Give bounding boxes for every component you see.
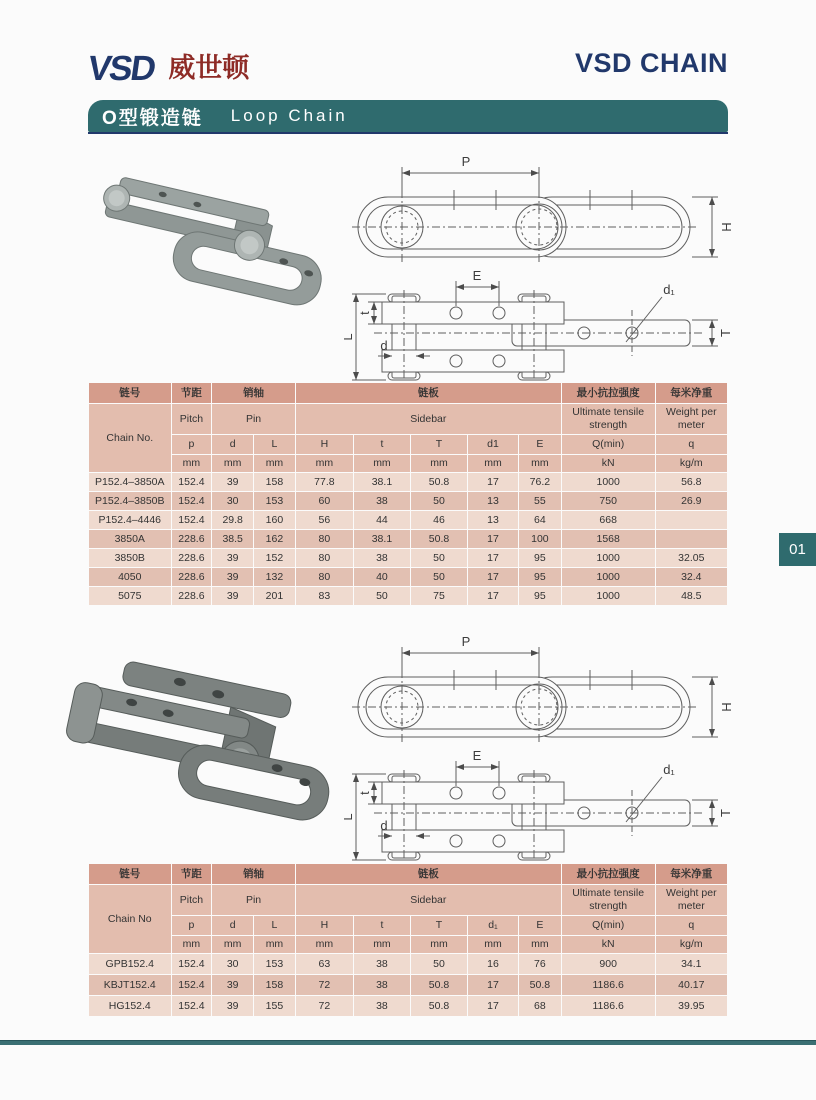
th-unit: mm (212, 936, 253, 953)
th-symbol: L (254, 916, 295, 935)
th-symbol: T (411, 435, 467, 454)
th-unit: mm (172, 936, 212, 953)
cell: 50.8 (519, 975, 561, 995)
technical-drawing-2 (344, 630, 740, 861)
cell: 17 (468, 549, 518, 567)
cell-chain-no: KBJT152.4 (89, 975, 171, 995)
th-pitch-cn: 节距 (172, 383, 212, 403)
th-unit: mm (296, 455, 353, 472)
cell: 39 (212, 996, 253, 1016)
technical-drawing-1 (344, 150, 740, 381)
th-unit: mm (519, 936, 561, 953)
th-symbol: d (212, 435, 253, 454)
th-symbol: d (212, 916, 253, 935)
cell: 56.8 (656, 473, 727, 491)
th-unit: kg/m (656, 936, 727, 953)
spec-table-2-wrap (88, 863, 728, 1017)
th-unit: mm (354, 455, 410, 472)
header-row-symbols (89, 916, 727, 935)
cell: 152 (254, 549, 295, 567)
th-symbol: H (296, 435, 353, 454)
cell: 68 (519, 996, 561, 1016)
cell: 76 (519, 954, 561, 974)
th-chain-en: Chain No (89, 885, 171, 953)
th-symbol: t (354, 435, 410, 454)
cell: 50 (411, 492, 467, 510)
brand-title: VSD CHAIN (574, 48, 728, 78)
cell: 95 (519, 549, 561, 567)
header-row-symbols (89, 435, 727, 454)
cell: 132 (254, 568, 295, 586)
table-body (89, 954, 727, 1016)
cell: 55 (519, 492, 561, 510)
cell: 80 (296, 530, 353, 548)
spec-table-2 (88, 863, 728, 1017)
cell: 228.6 (172, 549, 212, 567)
table-row (89, 530, 727, 548)
th-unit: kN (562, 455, 655, 472)
th-unit: mm (254, 455, 295, 472)
cell: 39 (212, 587, 253, 605)
cell: 60 (296, 492, 353, 510)
cell: 64 (519, 511, 561, 529)
cell: 1000 (562, 549, 655, 567)
th-unit: mm (254, 936, 295, 953)
th-unit: mm (172, 455, 212, 472)
th-symbol: L (254, 435, 295, 454)
th-pin-cn: 销轴 (212, 864, 295, 884)
th-pitch-en: Pitch (172, 885, 212, 915)
cell: 155 (254, 996, 295, 1016)
th-chain-cn: 链号 (89, 383, 171, 403)
header-row-cn (89, 383, 727, 403)
cell: 30 (212, 492, 253, 510)
cell-chain-no: 3850B (89, 549, 171, 567)
header-row-units (89, 936, 727, 953)
cell: 40.17 (656, 975, 727, 995)
th-pin-en: Pin (212, 885, 295, 915)
cell: 13 (468, 492, 518, 510)
th-sidebar-en: Sidebar (296, 885, 561, 915)
section-title-bar (88, 100, 728, 132)
th-weight-cn: 每米净重 (656, 383, 727, 403)
th-unit: mm (519, 455, 561, 472)
th-symbol: T (411, 916, 467, 935)
cell: 17 (468, 568, 518, 586)
cell: 30 (212, 954, 253, 974)
cell: 1568 (562, 530, 655, 548)
cell: 158 (254, 473, 295, 491)
th-symbol: q (656, 916, 727, 935)
cell: 34.1 (656, 954, 727, 974)
cell: 1000 (562, 568, 655, 586)
cell: 40 (354, 568, 410, 586)
cell: 17 (468, 473, 518, 491)
th-symbol: d1 (468, 435, 518, 454)
cell: 46 (411, 511, 467, 529)
cell: 32.4 (656, 568, 727, 586)
th-pitch-cn: 节距 (172, 864, 212, 884)
cell: 50.8 (411, 530, 467, 548)
th-unit: mm (411, 936, 467, 953)
cell-chain-no: 4050 (89, 568, 171, 586)
cell: 39.95 (656, 996, 727, 1016)
cell: 39 (212, 473, 253, 491)
th-tensile-en: Ultimate tensile strength (562, 404, 655, 434)
table-row (89, 568, 727, 586)
table-body (89, 473, 727, 605)
page-number-tab (779, 533, 816, 566)
page-number: 01 (789, 541, 806, 558)
th-symbol: p (172, 916, 212, 935)
cell: 80 (296, 568, 353, 586)
th-pin-en: Pin (212, 404, 295, 434)
cell: 76.2 (519, 473, 561, 491)
cell: 100 (519, 530, 561, 548)
th-chain-en: Chain No. (89, 404, 171, 472)
cell: 17 (468, 975, 518, 995)
cell: 39 (212, 549, 253, 567)
th-weight-cn: 每米净重 (656, 864, 727, 884)
th-unit: mm (411, 455, 467, 472)
cell: 38.1 (354, 473, 410, 491)
th-weight-en: Weight per meter (656, 404, 727, 434)
cell: 153 (254, 492, 295, 510)
table-row (89, 954, 727, 974)
cell: 38.5 (212, 530, 253, 548)
cell: 160 (254, 511, 295, 529)
cell: 72 (296, 996, 353, 1016)
th-unit: mm (212, 455, 253, 472)
section-title-en: Loop Chain (230, 106, 348, 125)
spec-table-1 (88, 382, 728, 606)
th-pitch-en: Pitch (172, 404, 212, 434)
cell: 38.1 (354, 530, 410, 548)
th-weight-en: Weight per meter (656, 885, 727, 915)
cell: 1000 (562, 587, 655, 605)
table-row (89, 975, 727, 995)
cell: 50 (411, 568, 467, 586)
cell: 48.5 (656, 587, 727, 605)
cell: 95 (519, 587, 561, 605)
vsd-logo: VSD (85, 49, 157, 88)
cell: 32.05 (656, 549, 727, 567)
cell: 162 (254, 530, 295, 548)
th-unit: mm (468, 455, 518, 472)
cell (656, 530, 727, 548)
th-symbol: d₁ (468, 916, 518, 935)
th-tensile-cn: 最小抗拉强度 (562, 864, 655, 884)
cell-chain-no: 3850A (89, 530, 171, 548)
cell: 38 (354, 954, 410, 974)
cell: 1186.6 (562, 996, 655, 1016)
cell-chain-no: P152.4–4446 (89, 511, 171, 529)
th-unit: kg/m (656, 455, 727, 472)
footer-rule (0, 1040, 816, 1045)
cell: 50.8 (411, 473, 467, 491)
cell: 152.4 (172, 473, 212, 491)
th-unit: kN (562, 936, 655, 953)
cell: 17 (468, 996, 518, 1016)
header-row-units (89, 455, 727, 472)
table-row (89, 511, 727, 529)
cell: 152.4 (172, 492, 212, 510)
table-row (89, 549, 727, 567)
cell: 16 (468, 954, 518, 974)
cell: 1000 (562, 473, 655, 491)
th-symbol: p (172, 435, 212, 454)
cell: 44 (354, 511, 410, 529)
cell: 50.8 (411, 975, 467, 995)
th-symbol: q (656, 435, 727, 454)
vsd-logo-chinese: 威世顿 (168, 53, 250, 83)
th-tensile-en: Ultimate tensile strength (562, 885, 655, 915)
cell: 77.8 (296, 473, 353, 491)
cell: 50.8 (411, 996, 467, 1016)
th-chain-cn: 链号 (89, 864, 171, 884)
cell-chain-no: GPB152.4 (89, 954, 171, 974)
cell: 50 (411, 549, 467, 567)
cell: 152.4 (172, 954, 212, 974)
th-symbol: E (519, 916, 561, 935)
cell: 153 (254, 954, 295, 974)
cell: 39 (212, 975, 253, 995)
cell: 201 (254, 587, 295, 605)
cell: 17 (468, 530, 518, 548)
cell: 38 (354, 996, 410, 1016)
cell: 17 (468, 587, 518, 605)
title-underline (88, 132, 728, 134)
cell: 56 (296, 511, 353, 529)
header-row-cn (89, 864, 727, 884)
table-row (89, 996, 727, 1016)
cell: 80 (296, 549, 353, 567)
th-symbol: H (296, 916, 353, 935)
th-symbol: Q(min) (562, 916, 655, 935)
th-sidebar-en: Sidebar (296, 404, 561, 434)
cell: 228.6 (172, 587, 212, 605)
th-sidebar-cn: 链板 (296, 383, 561, 403)
cell-chain-no: 5075 (89, 587, 171, 605)
th-pin-cn: 销轴 (212, 383, 295, 403)
cell: 26.9 (656, 492, 727, 510)
table-row (89, 587, 727, 605)
loop-chain-photo-1 (78, 170, 336, 342)
cell: 50 (411, 954, 467, 974)
table-row (89, 473, 727, 491)
cell: 38 (354, 492, 410, 510)
table-row (89, 492, 727, 510)
cell: 900 (562, 954, 655, 974)
header-row-en (89, 404, 727, 434)
th-symbol: E (519, 435, 561, 454)
cell-chain-no: P152.4–3850B (89, 492, 171, 510)
th-symbol: Q(min) (562, 435, 655, 454)
cell: 750 (562, 492, 655, 510)
cell: 228.6 (172, 530, 212, 548)
cell: 39 (212, 568, 253, 586)
cell: 152.4 (172, 975, 212, 995)
cell: 95 (519, 568, 561, 586)
cell: 29.8 (212, 511, 253, 529)
spec-table-1-wrap (88, 382, 728, 606)
th-unit: mm (468, 936, 518, 953)
cell: 63 (296, 954, 353, 974)
th-symbol: t (354, 916, 410, 935)
th-tensile-cn: 最小抗拉强度 (562, 383, 655, 403)
cell: 13 (468, 511, 518, 529)
cell: 152.4 (172, 511, 212, 529)
th-sidebar-cn: 链板 (296, 864, 561, 884)
cell: 75 (411, 587, 467, 605)
cell: 668 (562, 511, 655, 529)
cell: 83 (296, 587, 353, 605)
header-row-en (89, 885, 727, 915)
cell: 72 (296, 975, 353, 995)
cell: 38 (354, 549, 410, 567)
cell: 1186.6 (562, 975, 655, 995)
page-header (85, 46, 728, 88)
cell (656, 511, 727, 529)
cell: 228.6 (172, 568, 212, 586)
cell-chain-no: P152.4–3850A (89, 473, 171, 491)
cell: 152.4 (172, 996, 212, 1016)
loop-chain-photo-2 (60, 652, 342, 860)
cell: 50 (354, 587, 410, 605)
cell-chain-no: HG152.4 (89, 996, 171, 1016)
th-unit: mm (354, 936, 410, 953)
cell: 38 (354, 975, 410, 995)
section-title-cn: O型锻造链 (102, 107, 203, 129)
cell: 158 (254, 975, 295, 995)
th-unit: mm (296, 936, 353, 953)
